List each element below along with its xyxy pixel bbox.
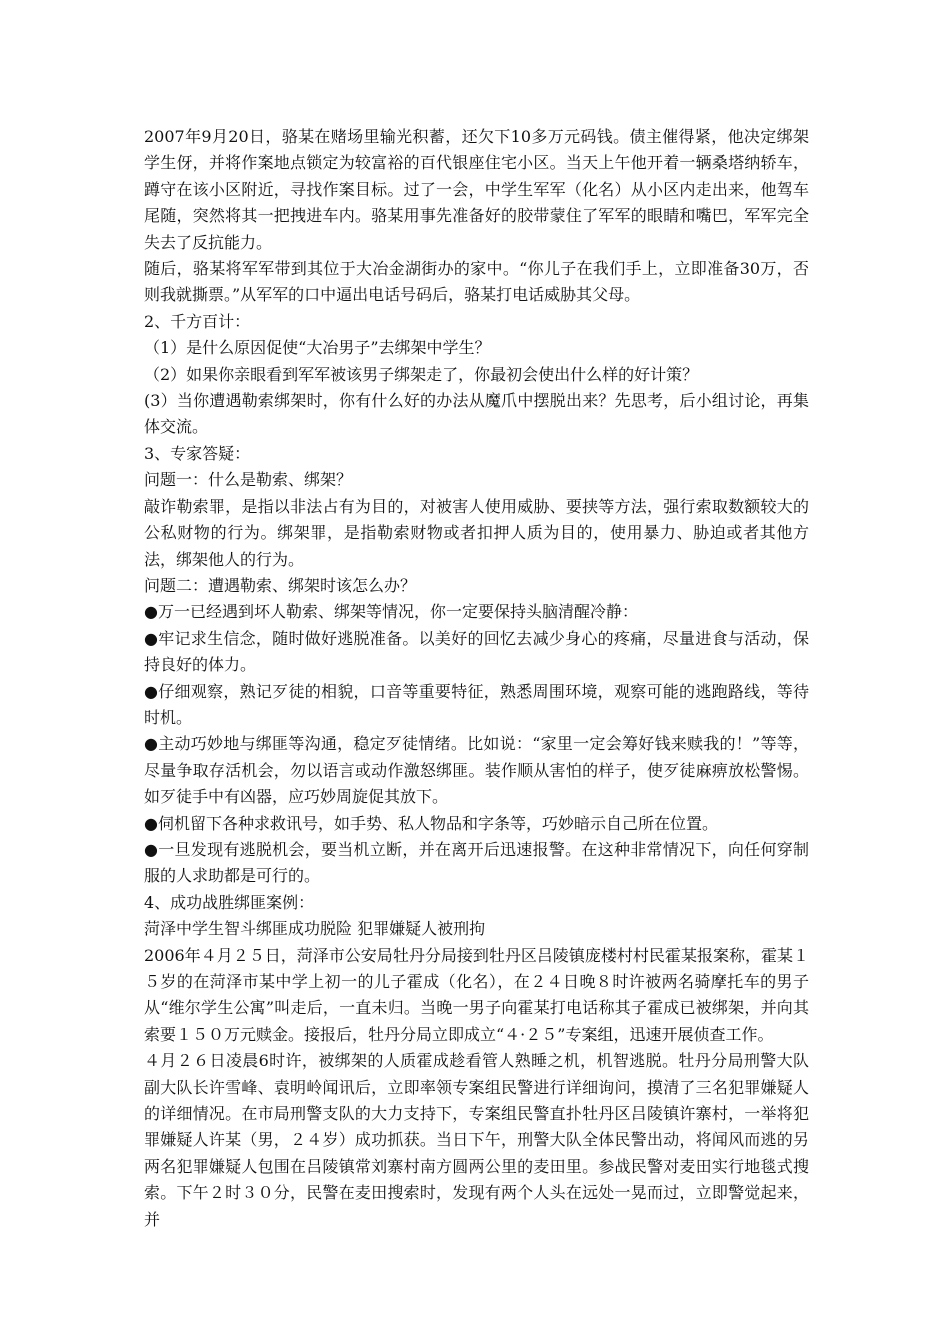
tip-bullet-2: ●牢记求生信念，随时做好逃脱准备。以美好的回忆去减少身心的疼痛，尽量进食与活动，保持良好的体力。 bbox=[144, 628, 809, 675]
question-3: (3）当你遭遇勒索绑架时，你有什么好的办法从魔爪中摆脱出来？先思考，后小组讨论，再集体交流。 bbox=[144, 391, 809, 437]
story-paragraph-1: 2007年9月20日，骆某在赌场里输光积蓄，还欠下10多万元码钱。债主催得紧，他决定绑架学生伢，并将作案地点锁定为较富裕的百代银座住宅小区。当天上午他开着一辆桑塔纳轿车，蹲守在该小区附近，寻找作案目标。过了一会，中学生军军（化名）从小区内走出来，他驾车尾随，突然将其一把拽进车内。骆某用事先准备好的胶带蒙住了军军的眼睛和嘴巴，军军完全失去了反抗能力。 bbox=[144, 127, 809, 252]
section-heading-4: 4、成功战胜绑匪案例： bbox=[144, 892, 315, 912]
story-paragraph-2: 随后，骆某将军军带到其位于大冶金湖街办的家中。“你儿子在我们手上，立即准备30万，否则我就撕票。”从军军的口中逼出电话号码后，骆某打电话威胁其父母。 bbox=[144, 259, 809, 305]
section-heading-3: 3、专家答疑： bbox=[144, 443, 251, 463]
section-heading-2: 2、千方百计： bbox=[144, 311, 251, 331]
case-paragraph-2: ４月２６日凌晨6时许，被绑架的人质霍成趁看管人熟睡之机，机智逃脱。牡丹分局刑警大队副大队长许雪峰、袁明岭闻讯后，立即率领专案组民警进行详细询问，摸清了三名犯罪嫌疑人的详细情况。在市局刑警支队的大力支持下，专案组民警直扑牡丹区吕陵镇许寨村，一举将犯罪嫌疑人许某（男，２４岁）成功抓获。当日下午，刑警大队全体民警出动，将闻风而逃的另两名犯罪嫌疑人包围在吕陵镇常刘寨村南方圆两公里的麦田里。参战民警对麦田实行地毯式搜索。下午２时３０分，民警在麦田搜索时，发现有两个人头在远处一晃而过，立即警觉起来，并 bbox=[144, 1051, 809, 1229]
faq-answer-1: 敲诈勒索罪，是指以非法占有为目的，对被害人使用威胁、要挟等方法，强行索取数额较大的公私财物的行为。绑架罪，是指勒索财物或者扣押人质为目的，使用暴力、胁迫或者其他方法，绑架他人的行为。 bbox=[144, 496, 809, 569]
case-paragraph-1: 2006年４月２５日，菏泽市公安局牡丹分局接到牡丹区吕陵镇庞楼村村民霍某报案称，霍某１５岁的在菏泽市某中学上初一的儿子霍成（化名），在２４日晚８时许被两名骑摩托车的男子从“维尔学生公寓”叫走后，一直未归。当晚一男子向霍某打电话称其子霍成已被绑架，并向其索要１５０万元赎金。接报后，牡丹分局立即成立“４·２５”专案组，迅速开展侦查工作。 bbox=[144, 945, 809, 1044]
faq-question-1: 问题一：什么是勒索、绑架？ bbox=[144, 470, 353, 490]
tip-bullet-3: ●仔细观察，熟记歹徒的相貌，口音等重要特征，熟悉周围环境，观察可能的逃跑路线，等待时机。 bbox=[144, 681, 809, 727]
tip-bullet-6: ●一旦发现有逃脱机会，要当机立断，并在离开后迅速报警。在这种非常情况下，向任何穿制服的人求助都是可行的。 bbox=[144, 839, 809, 886]
case-title: 菏泽中学生智斗绑匪成功脱险 犯罪嫌疑人被刑拘 bbox=[144, 919, 486, 939]
document-page bbox=[144, 124, 809, 1233]
tip-bullet-4: ●主动巧妙地与绑匪等沟通，稳定歹徒情绪。比如说：“家里一定会筹好钱来赎我的！”等等，尽量争取存活机会，勿以语言或动作激怒绑匪。装作顺从害怕的样子，使歹徒麻痹放松警惕。如歹徒手中有凶器，应巧妙周旋促其放下。 bbox=[144, 734, 809, 807]
question-2: （2）如果你亲眼看到军军被该男子绑架走了，你最初会使出什么样的好计策？ bbox=[144, 364, 699, 384]
question-1: （1）是什么原因促使“大冶男子”去绑架中学生？ bbox=[144, 338, 491, 358]
tip-bullet-1: ●万一已经遇到坏人勒索、绑架等情况，你一定要保持头脑清醒冷静： bbox=[144, 602, 638, 622]
tip-bullet-5: ●伺机留下各种求救讯号，如手势、私人物品和字条等，巧妙暗示自己所在位置。 bbox=[144, 813, 718, 833]
faq-question-2: 问题二：遭遇勒索、绑架时该怎么办？ bbox=[144, 575, 417, 595]
